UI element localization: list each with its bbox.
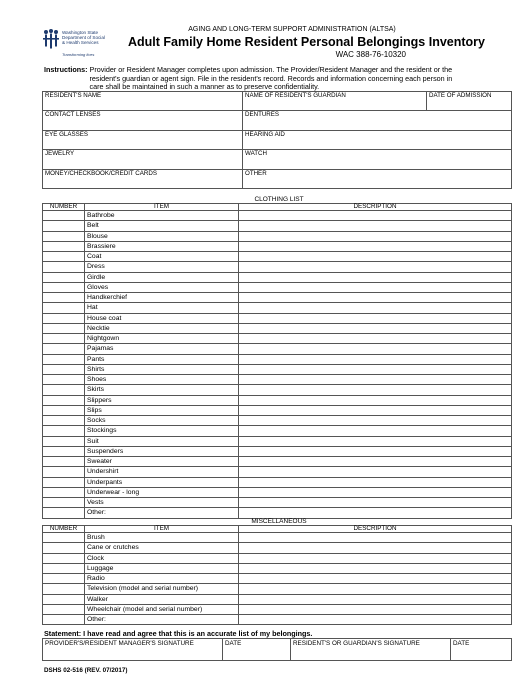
misc-description-cell[interactable] [239, 584, 512, 594]
clothing-description-cell[interactable] [239, 395, 512, 405]
misc-number-cell[interactable] [43, 594, 85, 604]
misc-description-cell[interactable] [239, 594, 512, 604]
clothing-description-cell[interactable] [239, 364, 512, 374]
misc-description-cell[interactable] [239, 543, 512, 553]
clothing-row [43, 334, 512, 344]
clothing-description-cell[interactable] [239, 252, 512, 262]
clothing-row [43, 467, 512, 477]
misc-row [43, 533, 512, 543]
statement: Statement: I have read and agree that this is an accurate list of my belongings. [44, 629, 313, 638]
clothing-description-cell[interactable] [239, 323, 512, 333]
clothing-row [43, 221, 512, 231]
clothing-item-cell: Belt [85, 221, 239, 231]
clothing-number-cell[interactable] [43, 498, 85, 508]
clothing-number-cell[interactable] [43, 446, 85, 456]
misc-row [43, 553, 512, 563]
clothing-item-cell: Shirts [85, 364, 239, 374]
clothing-number-cell[interactable] [43, 344, 85, 354]
misc-item-cell: Brush [85, 533, 239, 543]
clothing-row [43, 293, 512, 303]
contact-lenses-label: CONTACT LENSES [45, 111, 101, 119]
admission-date-field[interactable] [427, 92, 512, 111]
dentures-field[interactable] [243, 111, 512, 130]
misc-number-cell[interactable] [43, 553, 85, 563]
clothing-description-cell[interactable] [239, 334, 512, 344]
clothing-number-cell[interactable] [43, 477, 85, 487]
other-field[interactable] [243, 169, 512, 188]
instructions [44, 66, 512, 92]
logo-tagline: Transforming lives [62, 52, 95, 57]
clothing-row [43, 395, 512, 405]
clothing-item-cell: Stockings [85, 426, 239, 436]
miscellaneous-title: MISCELLANEOUS [251, 518, 307, 525]
clothing-item-cell: Slips [85, 405, 239, 415]
misc-description-cell[interactable] [239, 563, 512, 573]
misc-row [43, 543, 512, 553]
misc-row [43, 584, 512, 594]
guardian-name-field[interactable] [243, 92, 427, 111]
clothing-number-cell[interactable] [43, 272, 85, 282]
misc-description-cell[interactable] [239, 604, 512, 614]
clothing-item-cell: Vests [85, 498, 239, 508]
clothing-row [43, 323, 512, 333]
clothing-description-cell[interactable] [239, 282, 512, 292]
clothing-number-cell[interactable] [43, 323, 85, 333]
misc-item-cell: Radio [85, 574, 239, 584]
clothing-item-cell: House coat [85, 313, 239, 323]
clothing-row [43, 241, 512, 251]
contact-lenses-field[interactable] [43, 111, 243, 130]
misc-row [43, 604, 512, 614]
clothing-row [43, 405, 512, 415]
clothing-row [43, 375, 512, 385]
misc-item-cell: Walker [85, 594, 239, 604]
clothing-number-cell[interactable] [43, 334, 85, 344]
logo-line-3: & Health Services [62, 40, 99, 46]
clothing-description-cell[interactable] [239, 508, 512, 518]
clothing-row [43, 344, 512, 354]
clothing-item-cell: Bathrobe [85, 211, 239, 221]
clothing-description-cell[interactable] [239, 405, 512, 415]
clothing-row [43, 498, 512, 508]
misc-number-cell[interactable] [43, 563, 85, 573]
clothing-number-cell[interactable] [43, 508, 85, 518]
dshs-logo [42, 28, 112, 62]
misc-row [43, 574, 512, 584]
clothing-item-cell: Dress [85, 262, 239, 272]
instructions-label: Instructions: [44, 65, 88, 74]
clothing-item-cell: Socks [85, 416, 239, 426]
misc-description-cell[interactable] [239, 574, 512, 584]
instructions-line-2: resident's guardian or agent sign. File in the resident's record. Records and information concerning each person in [89, 73, 453, 83]
clothing-item-cell: Underpants [85, 477, 239, 487]
watch-label: WATCH [245, 150, 267, 158]
clothing-number-cell[interactable] [43, 457, 85, 467]
admission-date-label: DATE OF ADMISSION [429, 92, 492, 99]
misc-item-cell: Other: [85, 615, 239, 625]
provider-signature-label: PROVIDER'S/RESIDENT MANAGER'S SIGNATURE [45, 640, 194, 647]
clothing-item-cell: Undershirt [85, 467, 239, 477]
clothing-description-cell[interactable] [239, 375, 512, 385]
clothing-item-cell: Coat [85, 252, 239, 262]
clothing-row [43, 272, 512, 282]
misc-item-cell: Cane or crutches [85, 543, 239, 553]
clothing-item-cell: Suit [85, 436, 239, 446]
clothing-number-cell[interactable] [43, 364, 85, 374]
clothing-description-cell[interactable] [239, 385, 512, 395]
clothing-row [43, 426, 512, 436]
clothing-description-cell[interactable] [239, 211, 512, 221]
clothing-description-cell[interactable] [239, 436, 512, 446]
clothing-number-cell[interactable] [43, 416, 85, 426]
clothing-row [43, 262, 512, 272]
provider-date-field[interactable] [223, 639, 291, 661]
clothing-number-cell[interactable] [43, 252, 85, 262]
misc-item-cell: Television (model and serial number) [85, 584, 239, 594]
agency-name: AGING AND LONG-TERM SUPPORT ADMINISTRATION (ALTSA) [188, 26, 396, 33]
signature-table [42, 638, 512, 661]
misc-description-header: DESCRIPTION [239, 526, 512, 533]
resident-date-label: DATE [453, 640, 470, 647]
clothing-item-cell: Brassiere [85, 241, 239, 251]
resident-name-field[interactable] [43, 92, 243, 111]
misc-description-cell[interactable] [239, 553, 512, 563]
clothing-table [42, 203, 512, 519]
dentures-label: DENTURES [245, 111, 280, 119]
misc-row [43, 615, 512, 625]
misc-item-cell: Wheelchair (model and serial number) [85, 604, 239, 614]
clothing-item-cell: Hat [85, 303, 239, 313]
logo-line-2: Department of Social [62, 35, 105, 41]
resident-info-table [42, 91, 512, 189]
misc-number-cell[interactable] [43, 543, 85, 553]
clothing-row [43, 252, 512, 262]
clothing-description-cell[interactable] [239, 457, 512, 467]
clothing-item-cell: Gloves [85, 282, 239, 292]
clothing-item-cell: Underwear - long [85, 487, 239, 497]
clothing-number-header: NUMBER [43, 204, 85, 211]
clothing-number-cell[interactable] [43, 221, 85, 231]
clothing-description-cell[interactable] [239, 231, 512, 241]
clothing-item-cell: Shoes [85, 375, 239, 385]
clothing-item-cell: Pajamas [85, 344, 239, 354]
clothing-row [43, 282, 512, 292]
clothing-description-cell[interactable] [239, 416, 512, 426]
clothing-number-cell[interactable] [43, 385, 85, 395]
other-label: OTHER [245, 169, 267, 177]
clothing-item-cell: Handkerchief [85, 293, 239, 303]
clothing-list-title: CLOTHING LIST [254, 196, 304, 203]
money-field[interactable] [43, 169, 243, 188]
clothing-row [43, 211, 512, 221]
misc-table [42, 525, 512, 625]
clothing-row [43, 477, 512, 487]
clothing-row [43, 385, 512, 395]
clothing-item-header: ITEM [85, 204, 239, 211]
clothing-number-cell[interactable] [43, 375, 85, 385]
clothing-description-cell[interactable] [239, 241, 512, 251]
watch-field[interactable] [243, 150, 512, 169]
clothing-description-cell[interactable] [239, 354, 512, 364]
wac-reference: WAC 388-76-10320 [335, 50, 406, 59]
clothing-number-cell[interactable] [43, 211, 85, 221]
clothing-item-cell: Nightgown [85, 334, 239, 344]
eye-glasses-field[interactable] [43, 130, 243, 149]
form-number: DSHS 02-516 (REV. 07/2017) [44, 667, 128, 674]
eye-glasses-label: EYE GLASSES [45, 130, 88, 138]
clothing-number-cell[interactable] [43, 467, 85, 477]
clothing-description-cell[interactable] [239, 467, 512, 477]
clothing-number-cell[interactable] [43, 436, 85, 446]
clothing-number-cell[interactable] [43, 395, 85, 405]
provider-signature-field[interactable] [43, 639, 223, 661]
clothing-row [43, 508, 512, 518]
clothing-item-cell: Girdle [85, 272, 239, 282]
jewelry-field[interactable] [43, 150, 243, 169]
clothing-row [43, 364, 512, 374]
clothing-description-cell[interactable] [239, 262, 512, 272]
clothing-description-cell[interactable] [239, 446, 512, 456]
resident-signature-label: RESIDENT'S OR GUARDIAN'S SIGNATURE [293, 640, 420, 647]
instructions-line-3: care shall be maintained in such a manner as to preserve confidentiality. [89, 82, 320, 92]
misc-item-cell: Luggage [85, 563, 239, 573]
clothing-row [43, 416, 512, 426]
clothing-number-cell[interactable] [43, 313, 85, 323]
resident-name-label: RESIDENT'S NAME [45, 92, 102, 99]
clothing-number-cell[interactable] [43, 262, 85, 272]
misc-number-cell[interactable] [43, 533, 85, 543]
resident-signature-field[interactable] [291, 639, 451, 661]
clothing-description-cell[interactable] [239, 303, 512, 313]
clothing-number-cell[interactable] [43, 282, 85, 292]
dshs-emblem-icon [42, 28, 60, 54]
clothing-item-cell: Sweater [85, 457, 239, 467]
misc-number-cell[interactable] [43, 604, 85, 614]
clothing-description-cell[interactable] [239, 487, 512, 497]
resident-date-field[interactable] [451, 639, 512, 661]
clothing-item-cell: Suspenders [85, 446, 239, 456]
misc-description-cell[interactable] [239, 533, 512, 543]
jewelry-label: JEWELRY [45, 150, 75, 158]
misc-item-cell: Clock [85, 553, 239, 563]
misc-number-cell[interactable] [43, 615, 85, 625]
clothing-description-cell[interactable] [239, 477, 512, 487]
clothing-description-cell[interactable] [239, 272, 512, 282]
clothing-row [43, 231, 512, 241]
clothing-description-cell[interactable] [239, 498, 512, 508]
clothing-description-cell[interactable] [239, 221, 512, 231]
clothing-item-cell: Other: [85, 508, 239, 518]
clothing-number-cell[interactable] [43, 293, 85, 303]
hearing-aid-label: HEARING AID [245, 130, 285, 138]
clothing-row [43, 354, 512, 364]
clothing-number-cell[interactable] [43, 405, 85, 415]
clothing-item-cell: Necktie [85, 323, 239, 333]
form-title: Adult Family Home Resident Personal Belongings Inventory [127, 35, 485, 49]
misc-number-header: NUMBER [43, 526, 85, 533]
clothing-number-cell[interactable] [43, 303, 85, 313]
clothing-row [43, 436, 512, 446]
clothing-number-cell[interactable] [43, 241, 85, 251]
logo-line-1: Washington State [62, 30, 99, 35]
clothing-number-cell[interactable] [43, 354, 85, 364]
clothing-number-cell[interactable] [43, 231, 85, 241]
clothing-description-cell[interactable] [239, 313, 512, 323]
misc-row [43, 563, 512, 573]
misc-number-cell[interactable] [43, 584, 85, 594]
clothing-item-cell: Pants [85, 354, 239, 364]
clothing-item-cell: Blouse [85, 231, 239, 241]
clothing-description-cell[interactable] [239, 344, 512, 354]
clothing-row [43, 303, 512, 313]
clothing-description-header: DESCRIPTION [239, 204, 512, 211]
money-label: MONEY/CHECKBOOK/CREDIT CARDS [45, 169, 157, 177]
clothing-row [43, 487, 512, 497]
clothing-number-cell[interactable] [43, 487, 85, 497]
clothing-description-cell[interactable] [239, 426, 512, 436]
misc-item-header: ITEM [85, 526, 239, 533]
clothing-number-cell[interactable] [43, 426, 85, 436]
clothing-description-cell[interactable] [239, 293, 512, 303]
misc-number-cell[interactable] [43, 574, 85, 584]
hearing-aid-field[interactable] [243, 130, 512, 149]
provider-date-label: DATE [225, 640, 242, 647]
clothing-item-cell: Slippers [85, 395, 239, 405]
misc-row [43, 594, 512, 604]
clothing-row [43, 313, 512, 323]
clothing-row [43, 446, 512, 456]
instructions-line-1: Provider or Resident Manager completes upon admission. The Provider/Resident Manager and the resident or the [89, 65, 453, 74]
guardian-name-label: NAME OF RESIDENT'S GUARDIAN [245, 92, 346, 99]
clothing-item-cell: Skirts [85, 385, 239, 395]
misc-description-cell[interactable] [239, 615, 512, 625]
clothing-row [43, 457, 512, 467]
